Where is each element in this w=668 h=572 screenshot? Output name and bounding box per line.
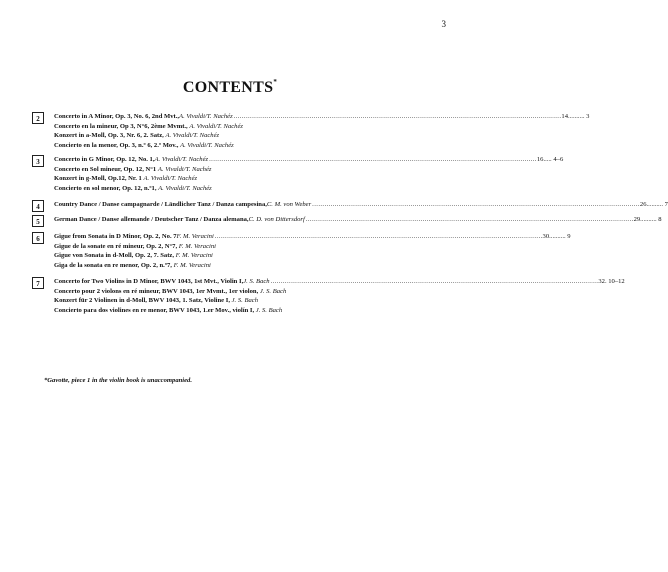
entry-line-english — [54, 155, 564, 165]
piece-title: Giga de la sonata en re menor, Op. 2, n.º7, — [54, 261, 174, 269]
page-refs: 32. 10–12 — [598, 278, 625, 285]
page-refs: 26.......... 7 — [639, 201, 668, 208]
page-refs: 30.......... 9 — [542, 233, 571, 240]
piece-number-box: 7 — [32, 277, 44, 289]
piece-title: Konzert für 2 Violinen in d-Moll, BWV 1043, 1. Satz, Violine I, — [54, 297, 232, 304]
piece-title: Concierto para dos violines en re menor, BWV 1043, 1.er Mov., violín I, — [54, 306, 256, 314]
entry-line-german — [54, 296, 424, 306]
entry-line-german — [54, 251, 424, 261]
entry-lines — [54, 200, 668, 210]
dot-leader: ................................................................................................................................................................ — [270, 278, 599, 285]
entry-lines — [54, 215, 662, 225]
entry-lines — [54, 155, 564, 193]
composer: A. Vivaldi/T. Nachéz — [143, 175, 198, 182]
composer: A. Vivaldi/T. Nachéz — [157, 165, 212, 173]
piece-title: Gigue from Sonata in D Minor, Op. 2, No. 7 — [54, 233, 177, 240]
piece-title: Concerto for Two Violins in D Minor, BWV 1043, 1st Mvt., Violin I, — [54, 278, 244, 285]
piece-title: Country Dance / Danse campagnarde / Ländlicher Tanz / Danza campesina, — [54, 201, 267, 208]
page-number: 3 — [441, 19, 446, 29]
composer: F. M. Veracini — [173, 261, 211, 269]
piece-number-box: 5 — [32, 215, 44, 227]
page-refs: 14.......... 3 — [561, 113, 590, 120]
composer: J. S. Bach — [243, 278, 270, 285]
entry-line-french — [54, 287, 424, 297]
page-refs: 16..... 4–6 — [536, 156, 564, 163]
piece-title: Konzert in g-Moll, Op.12, Nr. 1 — [54, 175, 144, 182]
page-refs: 29.......... 8 — [633, 216, 662, 223]
dot-leader: ................................................................................................................................................................ — [305, 216, 634, 223]
entry-lines — [54, 277, 625, 315]
entry-lines — [54, 232, 571, 270]
piece-title: Concerto en la mineur, Op 3, N°6, 2ème Mvmt., — [54, 122, 190, 130]
composer: C. M. von Weber — [266, 201, 312, 208]
composer: J. S. Bach — [231, 297, 258, 304]
piece-title: Concierto en sol menor, Op. 12, n.º1, — [54, 184, 159, 192]
piece-title: Concerto in G Minor, Op. 12, No. 1, — [54, 156, 155, 163]
piece-title: Gigue de la sonate en ré mineur, Op. 2, N°7, — [54, 242, 179, 250]
composer: J. S. Bach — [259, 287, 287, 295]
piece-number-box: 2 — [32, 112, 44, 124]
dot-leader: ................................................................................................................................................................ — [233, 113, 562, 120]
piece-title: Gigue von Sonata in d-Moll, Op. 2, 7. Satz, — [54, 252, 176, 259]
entry-line-english — [54, 215, 662, 225]
composer: A. Vivaldi/T. Nachéz — [158, 184, 212, 192]
composer: A. Vivaldi/T. Nachéz — [189, 122, 243, 130]
entry-line-german — [54, 131, 424, 141]
piece-title: Concerto in A Minor, Op. 3, No. 6, 2nd Mvt., — [54, 113, 180, 120]
composer: A. Vivaldi/T. Nachéz — [180, 141, 234, 149]
entry-line-english — [54, 200, 668, 210]
dot-leader: ................................................................................................................................................................ — [209, 156, 537, 163]
piece-number-box: 6 — [32, 232, 44, 244]
dot-leader: ................................................................................................................................................................ — [312, 201, 640, 208]
entry-lines — [54, 112, 590, 150]
entry-line-spanish — [54, 261, 424, 271]
entry-line-french — [54, 122, 424, 132]
composer: C. D. von Dittersdorf — [248, 216, 305, 223]
entry-line-english — [54, 232, 571, 242]
piece-title: Concerto en Sol mineur, Op. 12, N°1 — [54, 165, 158, 173]
piece-title: German Dance / Danse allemande / Deutscher Tanz / Danza alemana, — [54, 216, 249, 223]
entry-line-english — [54, 112, 590, 122]
composer: F. M. Veracini — [175, 252, 213, 259]
dot-leader: ................................................................................................................................................................ — [214, 233, 543, 240]
entry-line-french — [54, 165, 424, 175]
page-title — [0, 79, 460, 97]
composer: A. Vivaldi/T. Nachéz — [165, 132, 220, 139]
footnote: *Gavotte, piece 1 in the violin book is unaccompanied. — [44, 377, 192, 384]
composer: J. S. Bach — [255, 306, 283, 314]
composer: F. M. Veracini — [178, 242, 216, 250]
title-text: CONTENTS — [182, 79, 274, 96]
title-footnote-mark: * — [273, 78, 278, 86]
piece-title: Concerto pour 2 violons en ré mineur, BWV 1043, 1er Mvmt., 1er violon, — [54, 287, 260, 295]
entry-line-german — [54, 174, 424, 184]
entry-line-spanish — [54, 306, 424, 316]
entry-line-spanish — [54, 184, 424, 194]
composer: A. Vivaldi/T. Nachéz — [179, 113, 233, 120]
entry-line-spanish — [54, 141, 424, 151]
entry-line-english — [54, 277, 625, 287]
piece-number-box: 3 — [32, 155, 44, 167]
entry-line-french — [54, 242, 424, 252]
piece-title: Konzert in a-Moll, Op. 3, Nr. 6, 2. Satz, — [54, 132, 166, 139]
piece-number-box: 4 — [32, 200, 44, 212]
composer: A. Vivaldi/T. Nachéz — [154, 156, 209, 163]
composer: F. M. Veracini — [176, 233, 214, 240]
piece-title: Concierto en la menor, Op. 3, n.º 6, 2.º Mov., — [54, 141, 181, 149]
